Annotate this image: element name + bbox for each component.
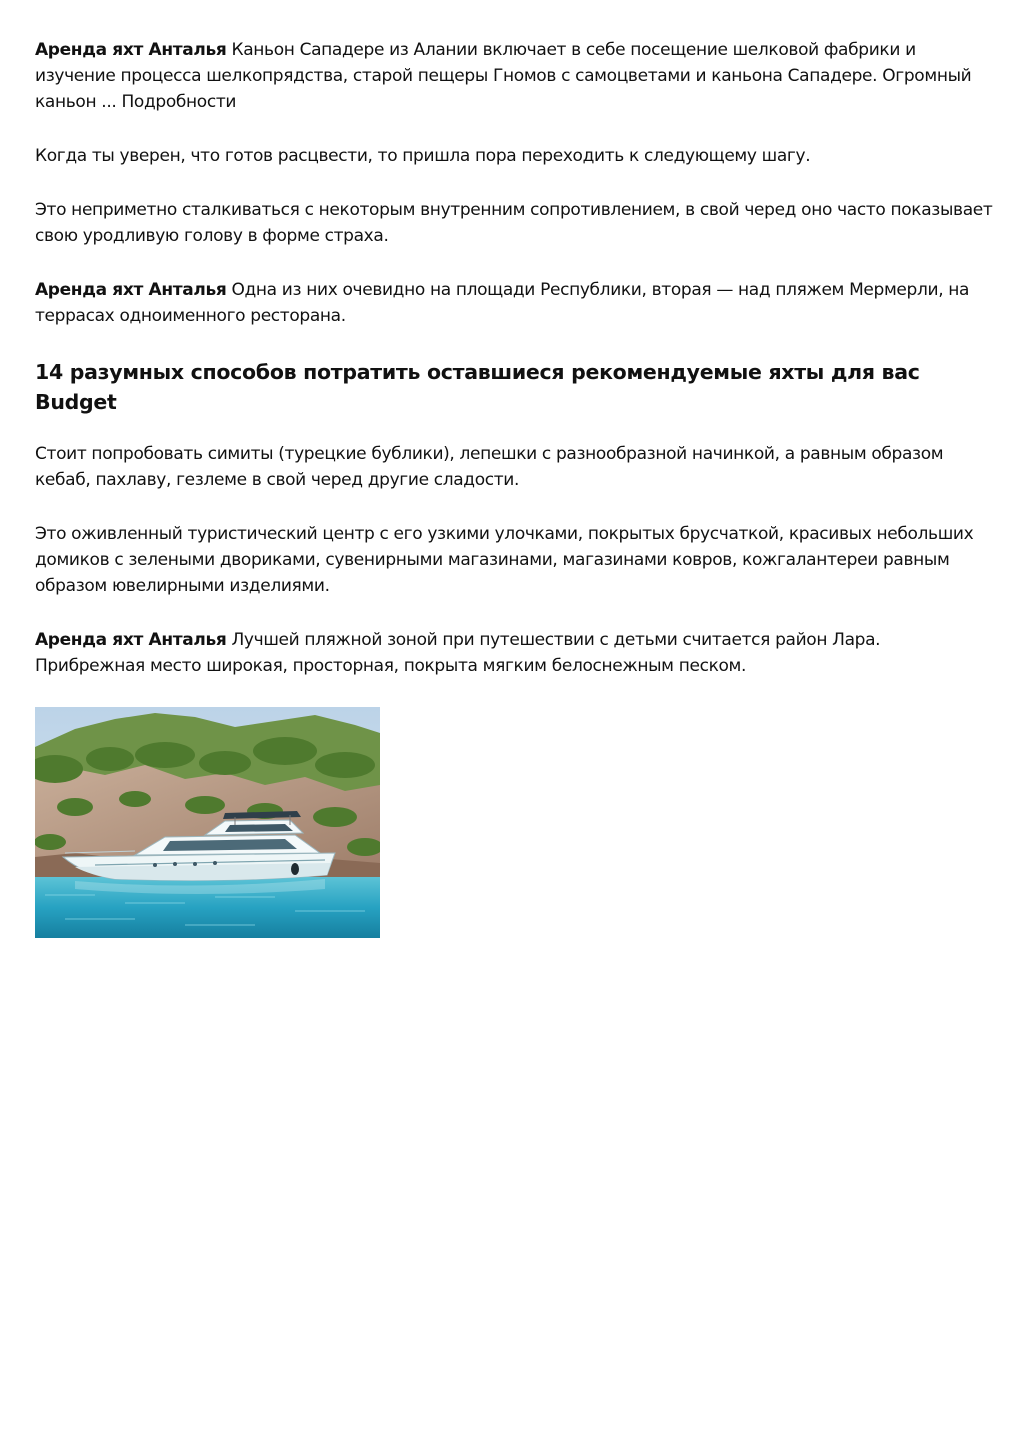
paragraph-1-text: Каньон Сападере из Алании включает в себе посещение шелковой фабрики и изучение процесса шелкопрядства, старой пещеры Гномов с самоцветами и каньона Сападере. Огромный каньон ... Подробности — [35, 40, 972, 112]
paragraph-3: Это неприметно сталкиваться с некоторым внутренним сопротивлением, в свой черед оно часто показывает свою уродливую голову в форме страха. — [35, 200, 993, 246]
paragraph-5: Стоит попробовать симиты (турецкие бублики), лепешки с разнообразной начинкой, а равным образом кебаб, пахлаву, гезлеме в свой черед другие сладости. — [35, 444, 944, 490]
paragraph-7-text: Лучшей пляжной зоной при путешествии с детьми считается район Лара. Прибрежная место широкая, просторная, покрыта мягким белоснежным песком. — [35, 630, 881, 676]
paragraph-1-lead[interactable]: Аренда яхт Анталья — [35, 40, 227, 60]
section-heading: 14 разумных способов потратить оставшиеся рекомендуемые яхты для вас Budget — [35, 360, 920, 414]
paragraph-6: Это оживленный туристический центр с его узкими улочками, покрытых брусчаткой, красивых небольших домиков с зелеными двориками, сувенирными магазинами, магазинами ковров, кожгалантереи равным образом ювелирными изделиями. — [35, 524, 974, 596]
yacht-illustration — [35, 707, 380, 938]
paragraph-2: Когда ты уверен, что готов расцвести, то пришла пора переходить к следующему шагу. — [35, 146, 811, 166]
paragraph-1 — [35, 37, 995, 115]
paragraph-4-lead[interactable]: Аренда яхт Анталья — [35, 280, 227, 300]
paragraph-7-lead[interactable]: Аренда яхт Анталья — [35, 630, 227, 650]
paragraph-4-text: Одна из них очевидно на площади Республики, вторая — над пляжем Мермерли, на террасах одноименного ресторана. — [35, 280, 970, 326]
yacht-photo — [35, 707, 380, 938]
paragraph-4 — [35, 277, 995, 329]
article — [35, 37, 995, 938]
paragraph-7 — [35, 627, 995, 679]
